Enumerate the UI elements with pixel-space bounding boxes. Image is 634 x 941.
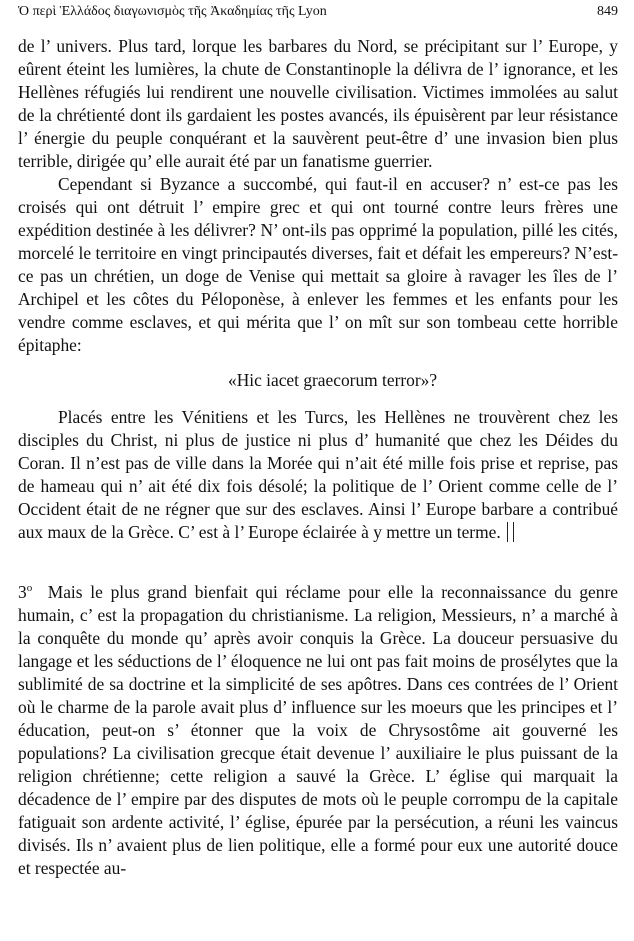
paragraph-hellenes <box>18 406 618 544</box>
paragraph-byzance: Cependant si Byzance a succombé, qui faut-il en accuser? n’ est-ce pas les croisés qui ont détruit l’ empire grec et qui ont tourné contre leurs frères une expédition destinée à les délivrer? N’ ont-ils pas opprimé la population, pillé les cités, morcelé le territoire en vingt principautés diverses, fait et défait les empereurs? N’est-ce pas un chrétien, un doge de Venise qui mettait sa gloire à ravager les îles de l’ Archipel et les côtes du Péloponèse, à enlever les femmes et les enfants pour les vendre comme esclaves, et qui mérita que l’ on mît sur son tombeau cette horrible épitaphe: <box>18 174 618 355</box>
epitaph-quote: «Hic iacet graecorum terror»? <box>228 370 438 390</box>
running-head <box>18 2 618 22</box>
paragraph-section-3 <box>18 577 618 880</box>
section-number-digit: 3 <box>18 581 27 602</box>
paragraph-univers: de l’ univers. Plus tard, lorque les barbares du Nord, se précipitant sur l’ Europe, y eûrent éteint les lumières, la chute de Constantinople la délivra de l’ ignorance, et les Hellènes réfugiés lui rendirent une nouvelle civilisation. Victimes immolées au salut de la chrétienté dont ils gardaient les postes avancés, ils épuisèrent par leur résistance l’ énergie du peuple conquérant et la sauvèrent peut-être d’ une invasion bien plus terrible, dirigée qu’ elle aurait été par un fanatisme guerrier. <box>18 36 618 171</box>
page-number: 849 <box>597 4 618 19</box>
body-text <box>18 35 618 880</box>
margin-bar-mark <box>507 522 514 542</box>
paragraph-hellenes-text: Placés entre les Vénitiens et les Turcs, les Hellènes ne trouvèrent chez les disciples du Christ, ni plus de justice ni plus d’ humanité que chez les Déides du Coran. Il n’est pas de ville dans la Morée qui n’ait été mille fois prise et reprise, pas de hameau qui n’ ait été dix fois désolé; la politique de l’ Orient comme celle de l’ Occident était de ne régner que sur des esclaves. Ainsi l’ Europe barbare a contribué aux maux de la Grèce. C’ est à l’ Europe éclairée à y mettre un terme. <box>18 407 618 542</box>
paragraph-christianisme-text: Mais le plus grand bienfait qui réclame pour elle la reconnaissance du genre humain, c’ est la propagation du christianisme. La religion, Messieurs, n’ a marché à la conquête du monde qu’ après avoir conquis la Grèce. La douceur persuasive du langage et les séductions de l’ éloquence ne lui ont pas fait moins de prosélytes que la sublimité de sa doctrine et la simplicité de ses apôtres. Dans ces contrées de l’ Orient où le charme de la parole avait plus d’ influence sur les moeurs que les principes et l’ éducation, peut-on s’ étonner que la voix de Chrysostôme ait gouverné les populations? La civilisation grecque était devenue l’ auxiliaire le plus puissant de la religion chrétienne; cette religion a sauvé la Grèce. L’ église qui marquait la décadence de l’ empire par des disputes de mots où le peuple corrompu de la capitale fatiguait son ardente activité, l’ église, épurée par la persécution, a réuni les vaincus divisés. Ils n’ avaient plus de lien politique, elle a formé pour eux une autorité douce et respectée au- <box>18 581 618 878</box>
document-page <box>18 0 618 941</box>
section-number-suffix: o <box>26 582 33 594</box>
running-title: Ὁ περὶ Ἑλλάδος διαγωνισμὸς τῆς Ἀκαδημίας τῆς Lyon <box>18 4 327 19</box>
section-number <box>18 582 32 602</box>
